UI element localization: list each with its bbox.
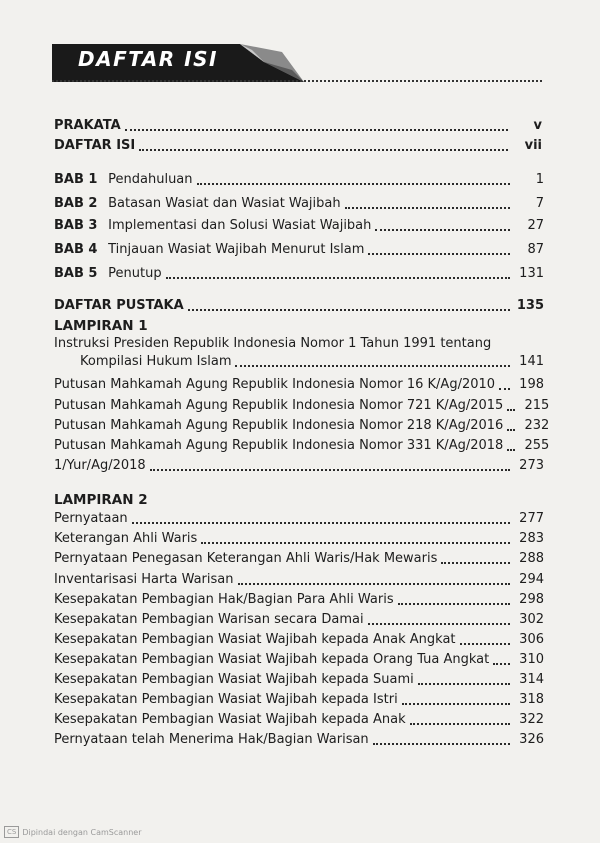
toc-row-lampiran2[interactable] [54,531,544,547]
toc-label: Kesepakatan Pembagian Wasiat Wajibah kepada Istri [54,692,398,707]
chapter-number: BAB 5 [54,266,98,281]
lampiran-1-heading: LAMPIRAN 1 [54,318,148,334]
dot-leader [398,603,510,605]
toc-label: Putusan Mahkamah Agung Republik Indonesia Nomor 331 K/Ag/2018 [54,438,504,453]
toc-label: Pernyataan Penegasan Keterangan Ahli Waris/Hak Mewaris [54,551,438,566]
chapter-title: Penutup [108,266,162,281]
toc-label: DAFTAR PUSTAKA [54,298,184,313]
toc-row-lampiran1[interactable] [54,418,550,434]
toc-label: Kesepakatan Pembagian Warisan secara Damai [54,612,364,627]
dot-leader [132,522,510,524]
dot-leader [507,409,515,411]
dot-leader [493,663,510,665]
toc-page: 198 [519,377,544,392]
toc-label: PRAKATA [54,118,121,133]
dot-leader [201,542,510,544]
title-banner [52,40,310,90]
toc-page: 131 [519,266,544,281]
toc-page: 310 [519,652,544,667]
toc-row-prakata[interactable] [54,118,542,134]
toc-page: 314 [519,672,544,687]
chapter-number: BAB 4 [54,242,98,257]
toc-row-lampiran2[interactable] [54,732,544,748]
toc-row-bab-5[interactable] [54,266,544,282]
toc-row-lampiran2[interactable] [54,592,544,608]
toc-row-lampiran1[interactable] [54,458,544,474]
dot-leader [410,723,510,725]
toc-page: 298 [519,592,544,607]
dot-leader [235,365,510,367]
dot-leader [402,703,510,705]
camscanner-logo-icon: CS [4,826,19,838]
toc-row-daftar-pustaka[interactable] [54,298,544,314]
dot-leader [375,229,510,231]
toc-page: 322 [519,712,544,727]
toc-row-lampiran2[interactable] [54,612,544,628]
toc-label: 1/Yur/Ag/2018 [54,458,146,473]
toc-row-lampiran2[interactable] [54,572,544,588]
chapter-title: Implementasi dan Solusi Wasiat Wajibah [108,218,372,233]
toc-page: 1 [535,172,544,187]
toc-label: Pernyataan [54,511,128,526]
toc-page: 135 [516,298,544,313]
dot-leader [499,388,510,390]
toc-label: Pernyataan telah Menerima Hak/Bagian Warisan [54,732,369,747]
dot-leader [139,149,508,151]
dot-leader [197,183,510,185]
toc-page: vii [524,138,542,153]
toc-row-lampiran2[interactable] [54,672,544,688]
toc-row-bab-1[interactable] [54,172,544,188]
toc-label: Putusan Mahkamah Agung Republik Indonesia Nomor 16 K/Ag/2010 [54,377,496,392]
toc-page: 306 [519,632,544,647]
toc-label: Kompilasi Hukum Islam [80,354,232,369]
toc-label: Kesepakatan Pembagian Wasiat Wajibah kepada Anak Angkat [54,632,456,647]
toc-row-lampiran2[interactable] [54,692,544,708]
dot-leader [460,643,510,645]
toc-label: DAFTAR ISI [54,138,136,153]
toc-row-lampiran2[interactable] [54,632,544,648]
toc-page: 277 [519,511,544,526]
watermark-text: Dipindai dengan CamScanner [22,827,142,837]
page-title: DAFTAR ISI [78,47,218,71]
scanner-watermark [4,826,142,838]
toc-page: 7 [535,196,544,211]
toc-page: 326 [519,732,544,747]
toc-label: Kesepakatan Pembagian Hak/Bagian Para Ahli Waris [54,592,394,607]
toc-row-lampiran1[interactable] [80,354,544,370]
toc-label: Keterangan Ahli Waris [54,531,198,546]
toc-label: Kesepakatan Pembagian Wasiat Wajibah kepada Orang Tua Angkat [54,652,490,667]
toc-page: 302 [519,612,544,627]
toc-entry-first-line[interactable]: Instruksi Presiden Republik Indonesia Nomor 1 Tahun 1991 tentang [54,336,492,351]
toc-page: 87 [527,242,544,257]
toc-row-lampiran1[interactable] [54,377,544,393]
toc-row-lampiran2[interactable] [54,511,544,527]
dot-leader [166,277,510,279]
chapter-number: BAB 1 [54,172,98,187]
toc-row-bab-2[interactable] [54,196,544,212]
toc-row-lampiran2[interactable] [54,712,544,728]
dot-leader [373,743,510,745]
chapter-title: Batasan Wasiat dan Wasiat Wajibah [108,196,341,211]
dot-leader [238,583,511,585]
lampiran-2-heading: LAMPIRAN 2 [54,492,148,508]
toc-page: 294 [519,572,544,587]
toc-row-daftar-isi[interactable] [54,138,542,154]
toc-label: Putusan Mahkamah Agung Republik Indonesia Nomor 218 K/Ag/2016 [54,418,504,433]
toc-label: Putusan Mahkamah Agung Republik Indonesia Nomor 721 K/Ag/2015 [54,398,504,413]
toc-page: 232 [524,418,550,433]
dot-leader [418,683,510,685]
dot-leader [150,469,510,471]
dot-leader [345,207,510,209]
toc-row-lampiran2[interactable] [54,551,544,567]
toc-row-lampiran1[interactable] [54,398,550,414]
toc-page: 255 [524,438,550,453]
header-divider [52,80,542,82]
dot-leader [125,129,508,131]
toc-row-bab-3[interactable] [54,218,544,234]
toc-page: 27 [527,218,544,233]
dot-leader [368,253,510,255]
toc-page: v [533,118,542,133]
toc-page: 283 [519,531,544,546]
chapter-number: BAB 2 [54,196,98,211]
toc-row-lampiran2[interactable] [54,652,544,668]
dot-leader [368,623,510,625]
toc-label: Kesepakatan Pembagian Wasiat Wajibah kepada Suami [54,672,414,687]
toc-page: 318 [519,692,544,707]
chapter-number: BAB 3 [54,218,98,233]
chapter-title: Pendahuluan [108,172,193,187]
toc-row-bab-4[interactable] [54,242,544,258]
chapter-title: Tinjauan Wasiat Wajibah Menurut Islam [108,242,365,257]
dot-leader [507,449,515,451]
dot-leader [188,309,510,311]
dot-leader [507,429,515,431]
toc-page: 215 [524,398,550,413]
toc-row-lampiran1[interactable] [54,438,550,454]
toc-label: Inventarisasi Harta Warisan [54,572,234,587]
toc-page: 273 [519,458,544,473]
toc-page: 288 [519,551,544,566]
toc-page: 141 [519,354,544,369]
toc-label: Kesepakatan Pembagian Wasiat Wajibah kepada Anak [54,712,406,727]
dot-leader [441,562,510,564]
